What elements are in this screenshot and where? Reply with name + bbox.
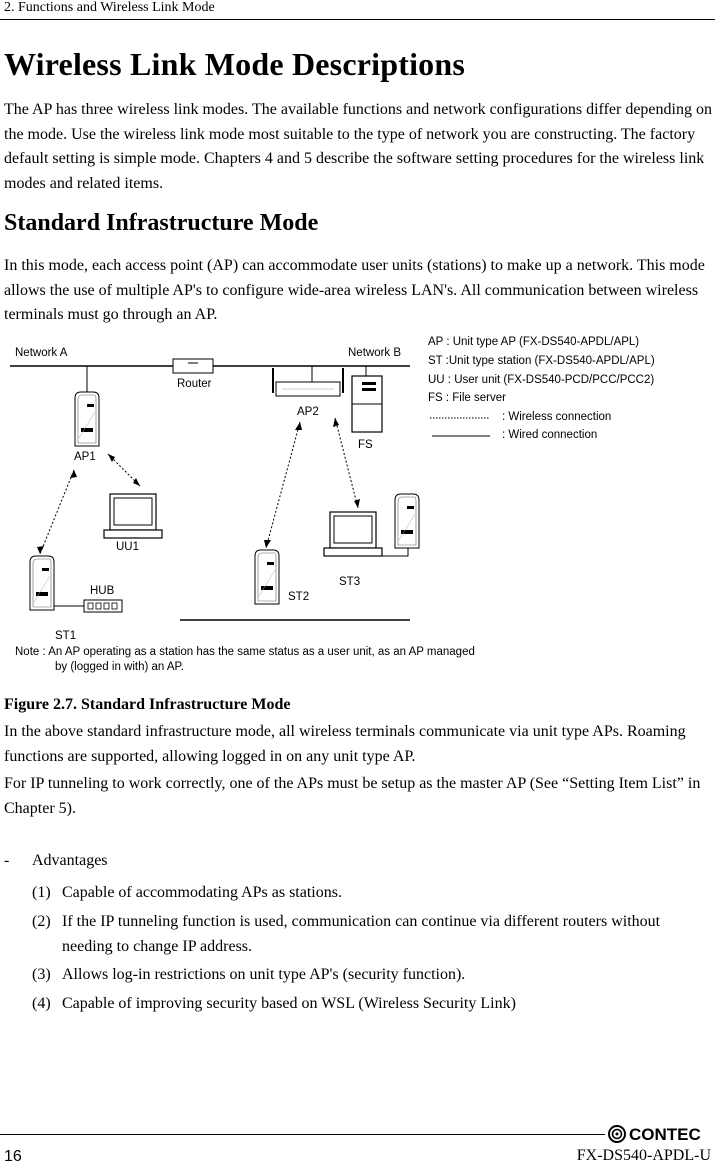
hub-icon — [84, 600, 122, 612]
list-item-number: (1) — [32, 884, 51, 901]
st2-label: ST2 — [288, 591, 310, 603]
legend-wired: : Wired connection — [502, 429, 598, 441]
st3-label: ST3 — [339, 576, 361, 588]
ap1-label: AP1 — [74, 451, 96, 463]
uu1-pc-icon — [104, 494, 162, 538]
router-label: Router — [177, 378, 212, 390]
file-server-icon — [352, 376, 382, 432]
chapter-header: 2. Functions and Wireless Link Mode — [4, 0, 215, 15]
legend-uu: UU : User unit (FX-DS540-PCD/PCC/PCC2) — [428, 374, 655, 386]
section-body: In this mode, each access point (AP) can accommodate user units (stations) to make up a network. This mode allows the use of multiple AP's to configure wide-area wireless LAN's. All communication between wireless terminals must go through an AP. — [4, 257, 705, 323]
ap2-label: AP2 — [297, 406, 319, 418]
contec-logo — [607, 1124, 715, 1144]
model-number: FX-DS540-APDL-U — [576, 1147, 711, 1164]
ap2-device-icon — [273, 368, 343, 396]
uu1-label: UU1 — [116, 541, 140, 553]
list-item-text: Allows log-in restrictions on unit type AP's (security function). — [62, 966, 466, 983]
section-heading: Standard Infrastructure Mode — [4, 210, 319, 236]
list-item-text: Capable of improving security based on WSL (Wireless Security Link) — [62, 995, 516, 1012]
intro-paragraph: The AP has three wireless link modes. The available functions and network configurations differ depending on the mode. Use the wireless link mode most suitable to the type of network you are constructing. The factory default setting is simple mode. Chapters 4 and 5 describe the software setting procedures for the wireless link modes and related items. — [4, 101, 712, 192]
network-diagram — [0, 326, 715, 681]
st3-pc-icon — [324, 512, 382, 556]
st2-device-icon — [255, 550, 279, 604]
hub-label: HUB — [90, 585, 115, 597]
legend-wireless: : Wireless connection — [502, 411, 612, 423]
list-item-number: (2) — [32, 913, 51, 930]
list-item-number: (4) — [32, 995, 51, 1012]
page-title: Wireless Link Mode Descriptions — [4, 46, 466, 82]
list-item-number: (3) — [32, 966, 51, 983]
after-figure-paragraph-2: For IP tunneling to work correctly, one of the APs must be setup as the master AP (See “Setting Item List” in Chapter 5). — [4, 775, 701, 817]
fs-label: FS — [358, 439, 373, 451]
diagram-note-line1: Note : An AP operating as a station has the same status as a user unit, as an AP managed — [15, 646, 475, 658]
st3-device-icon — [395, 494, 419, 548]
network-b-label: Network B — [348, 347, 402, 359]
network-a-label: Network A — [15, 347, 68, 359]
list-item-text: Capable of accommodating APs as stations. — [62, 884, 342, 901]
router-icon — [173, 359, 213, 373]
figure-caption: Figure 2.7. Standard Infrastructure Mode — [4, 696, 291, 713]
st1-device-icon — [30, 556, 54, 610]
header-divider — [0, 19, 715, 20]
page-number: 16 — [4, 1148, 22, 1165]
after-figure-paragraph-1: In the above standard infrastructure mode, all wireless terminals communicate via unit type APs. Roaming functions are supported, allowing logged in on any unit type AP. — [4, 723, 686, 765]
legend-st: ST :Unit type station (FX-DS540-APDL/APL) — [428, 355, 655, 367]
list-item-text: If the IP tunneling function is used, communication can continue via different routers without needing to change IP address. — [62, 913, 661, 955]
advantages-heading: Advantages — [32, 852, 108, 869]
advantages-bullet: - — [4, 852, 10, 869]
legend-fs: FS : File server — [428, 392, 506, 404]
diagram-note-line2: by (logged in with) an AP. — [55, 661, 184, 673]
brand-name: CONTEC — [629, 1125, 701, 1144]
footer-divider — [0, 1134, 605, 1135]
legend-ap: AP : Unit type AP (FX-DS540-APDL/APL) — [428, 336, 640, 348]
ap1-device-icon — [75, 392, 99, 446]
st1-label: ST1 — [55, 630, 77, 642]
